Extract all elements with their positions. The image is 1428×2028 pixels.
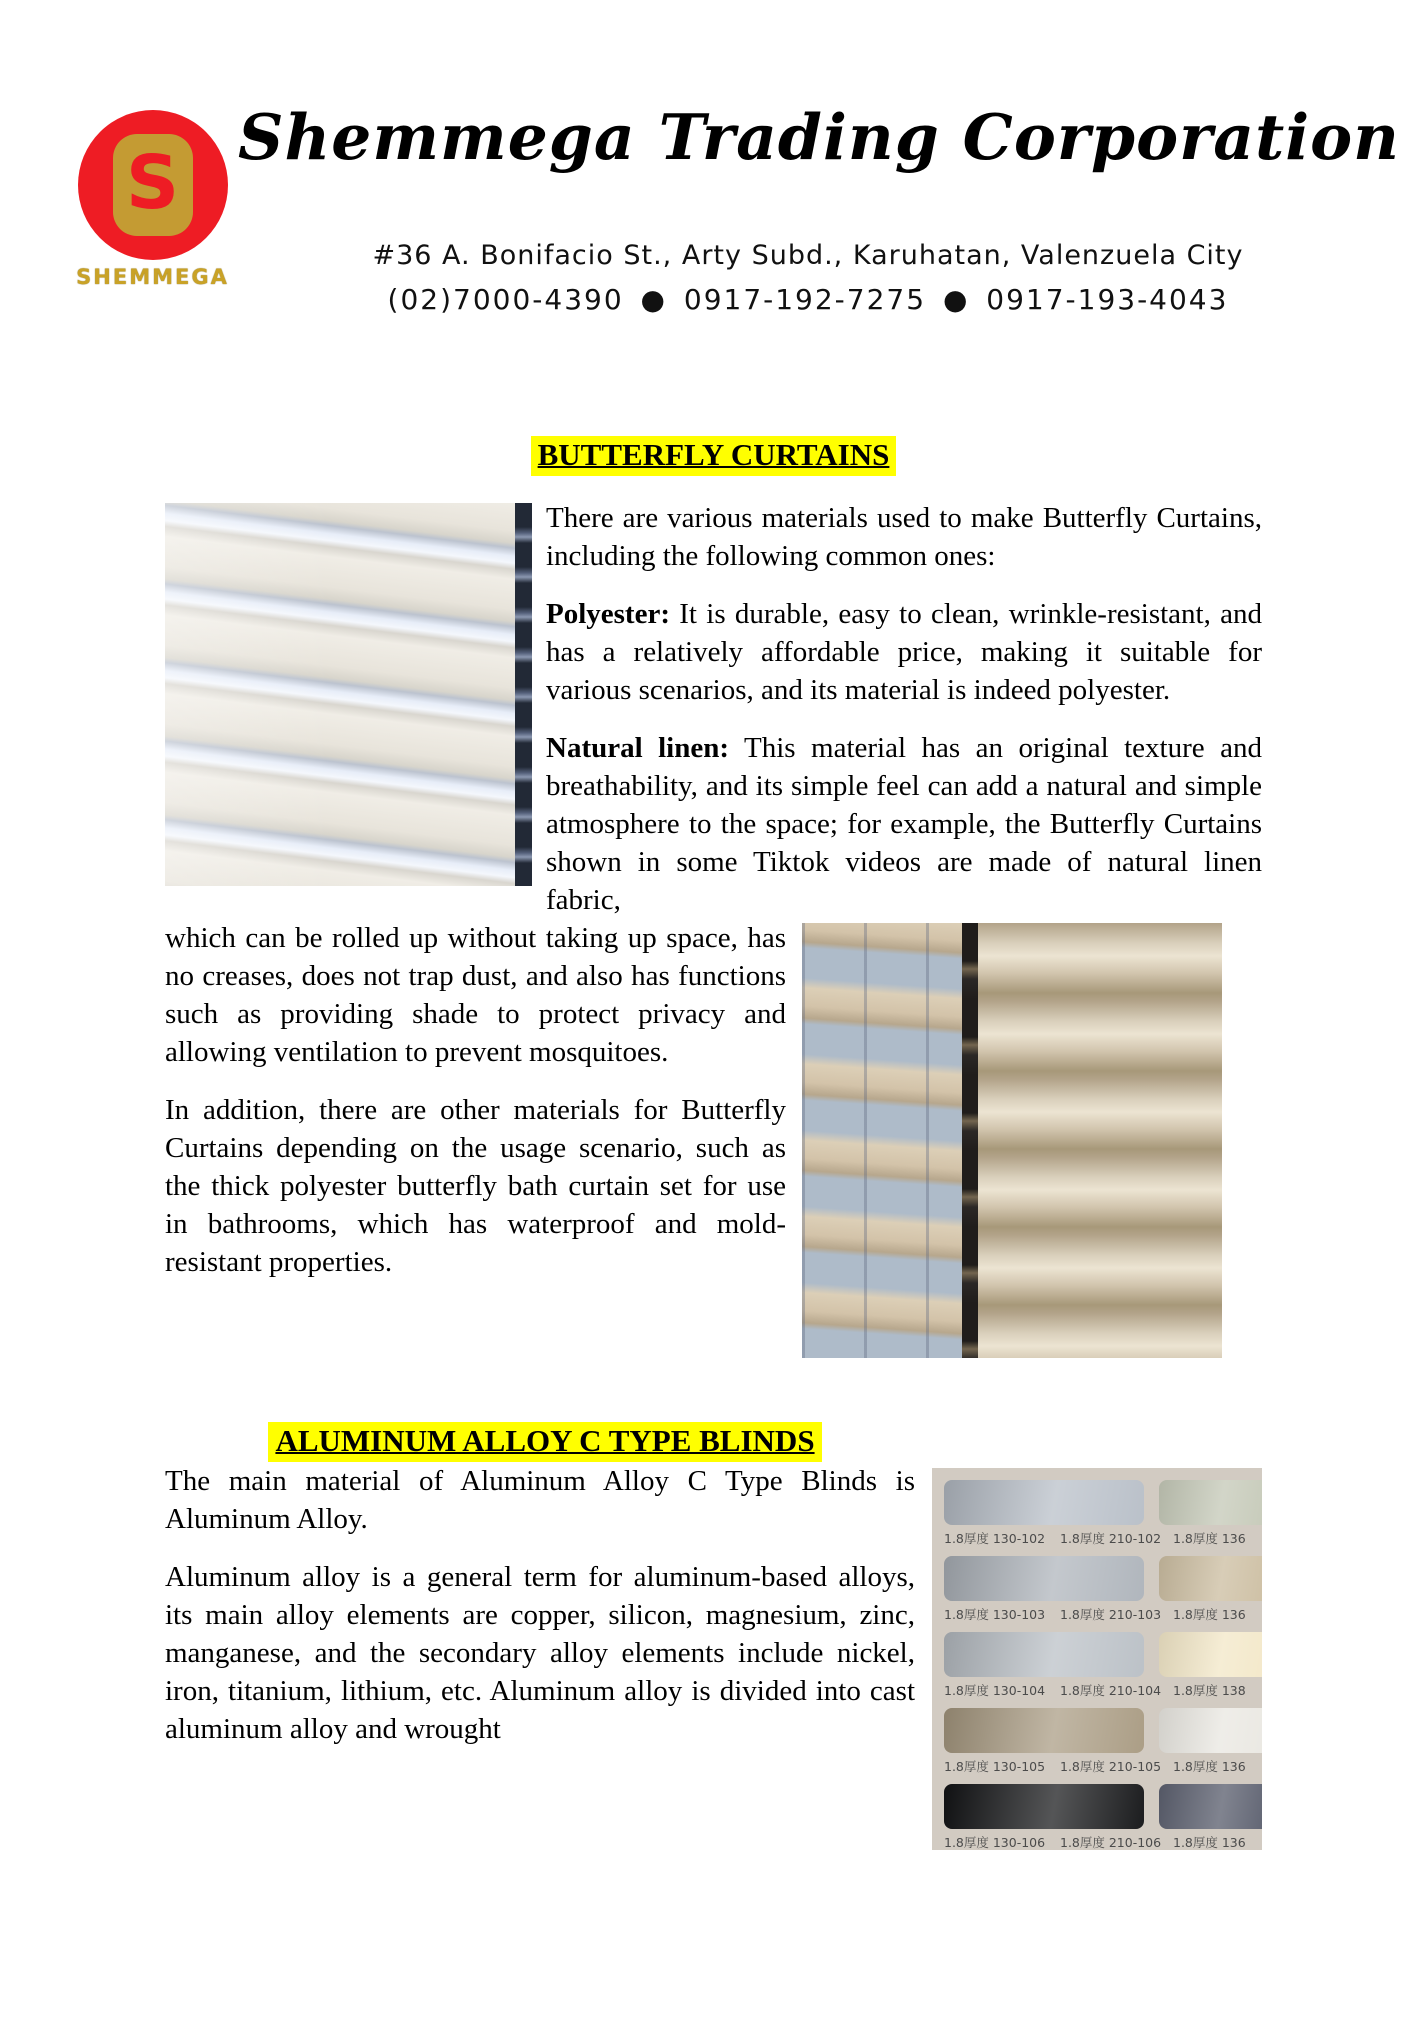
swatch-wide [944, 1556, 1144, 1601]
natural-linen-text: This material has an original texture and breathability, and its simple feel can add a natural and simple atmosphere to the space; for example, the Butterfly Curtains shown in some Tiktok videos are made of natural linen fabric, [546, 732, 1262, 916]
color-swatch-photo [932, 1468, 1262, 1850]
swatch-row [944, 1556, 1262, 1623]
butterfly-top-block [165, 499, 1262, 919]
polyester-text: It is durable, easy to clean, wrinkle-resistant, and has a relatively affordable price, making it suitable for various scenarios, and its material is indeed polyester. [546, 598, 1262, 706]
aluminum-block [165, 1462, 1262, 1858]
document-body [165, 436, 1262, 1858]
natural-linen-label: Natural linen: [546, 732, 730, 764]
swatch-label: 1.8厚度 210-104 [1060, 1683, 1162, 1698]
swatch-label: 1.8厚度 210-106 [1060, 1835, 1162, 1850]
swatch-wide [944, 1480, 1144, 1525]
swatch-row [944, 1632, 1262, 1699]
aluminum-intro-paragraph: The main material of Aluminum Alloy C Type Blinds is Aluminum Alloy. [165, 1465, 915, 1535]
in-addition-paragraph: In addition, there are other materials for Butterfly Curtains depending on the usage scenario, such as the thick polyester butterfly bath curtain set for use in bathrooms, which has waterproof and mold-resistant properties. [165, 1094, 786, 1278]
company-phones: (02)7000-4390 ● 0917-192-7275 ● 0917-193-4043 [387, 283, 1229, 316]
company-logo [70, 110, 235, 289]
butterfly-intro-paragraph: There are various materials used to make Butterfly Curtains, including the following common ones: [546, 502, 1262, 572]
swatch-narrow [1159, 1556, 1262, 1601]
swatch-label: 1.8厚度 130-105 [944, 1759, 1046, 1774]
blinds-dark-edge [515, 503, 532, 886]
swatch-wide [944, 1632, 1144, 1677]
aluminum-heading: ALUMINUM ALLOY C TYPE BLINDS [268, 1422, 821, 1462]
swatch-narrow [1159, 1480, 1262, 1525]
swatch-label: 1.8厚度 136 [1173, 1607, 1246, 1622]
swatch-label: 1.8厚度 138 [1173, 1683, 1246, 1698]
swatch-wide [944, 1784, 1144, 1829]
rolled-up-paragraph: which can be rolled up without taking up space, has no creases, does not trap dust, and also has functions such as providing shade to protect privacy and allowing ventilation to prevent mosquitoes. [165, 922, 786, 1068]
swatch-label: 1.8厚度 136 [1173, 1759, 1246, 1774]
swatch-row [944, 1784, 1262, 1850]
logo-s-icon: S [125, 140, 180, 226]
swatch-wide [944, 1708, 1144, 1753]
swatch-label: 1.8厚度 210-102 [1060, 1531, 1162, 1546]
swatch-row [944, 1480, 1262, 1547]
swatch-label: 1.8厚度 130-106 [944, 1835, 1046, 1850]
polyester-label: Polyester: [546, 598, 670, 630]
swatch-label: 1.8厚度 210-105 [1060, 1759, 1162, 1774]
logo-circle [78, 110, 228, 260]
swatch-label: 1.8厚度 210-103 [1060, 1607, 1162, 1622]
logo-brand-text: SHEMMEGA [76, 265, 229, 289]
butterfly-bottom-block [165, 919, 1262, 1366]
beige-blinds-photo [802, 923, 1222, 1358]
swatch-row [944, 1708, 1262, 1775]
swatch-label: 1.8厚度 130-103 [944, 1607, 1046, 1622]
swatch-narrow [1159, 1784, 1262, 1829]
swatch-label: 1.8厚度 130-104 [944, 1683, 1046, 1698]
curtain-waves [978, 923, 1222, 1358]
curtain-edge [962, 923, 979, 1358]
swatch-narrow [1159, 1708, 1262, 1753]
swatch-label: 1.8厚度 136 [1173, 1835, 1246, 1850]
swatch-label: 1.8厚度 136 [1173, 1531, 1246, 1546]
white-blinds-photo [165, 503, 532, 886]
aluminum-alloy-paragraph: Aluminum alloy is a general term for aluminum-based alloys, its main alloy elements are copper, silicon, magnesium, zinc, manganese, and the secondary alloy elements include nickel, iron, titanium, lithium, etc. Aluminum alloy is divided into cast aluminum alloy and wrought [165, 1561, 915, 1745]
butterfly-curtains-heading: BUTTERFLY CURTAINS [531, 436, 897, 476]
window-panel [802, 923, 966, 1358]
swatch-narrow [1159, 1632, 1262, 1677]
company-name: Shemmega Trading Corporation [238, 100, 1400, 174]
swatch-label: 1.8厚度 130-102 [944, 1531, 1046, 1546]
company-address: #36 A. Bonifacio St., Arty Subd., Karuhatan, Valenzuela City [372, 240, 1244, 271]
logo-square [113, 134, 193, 236]
